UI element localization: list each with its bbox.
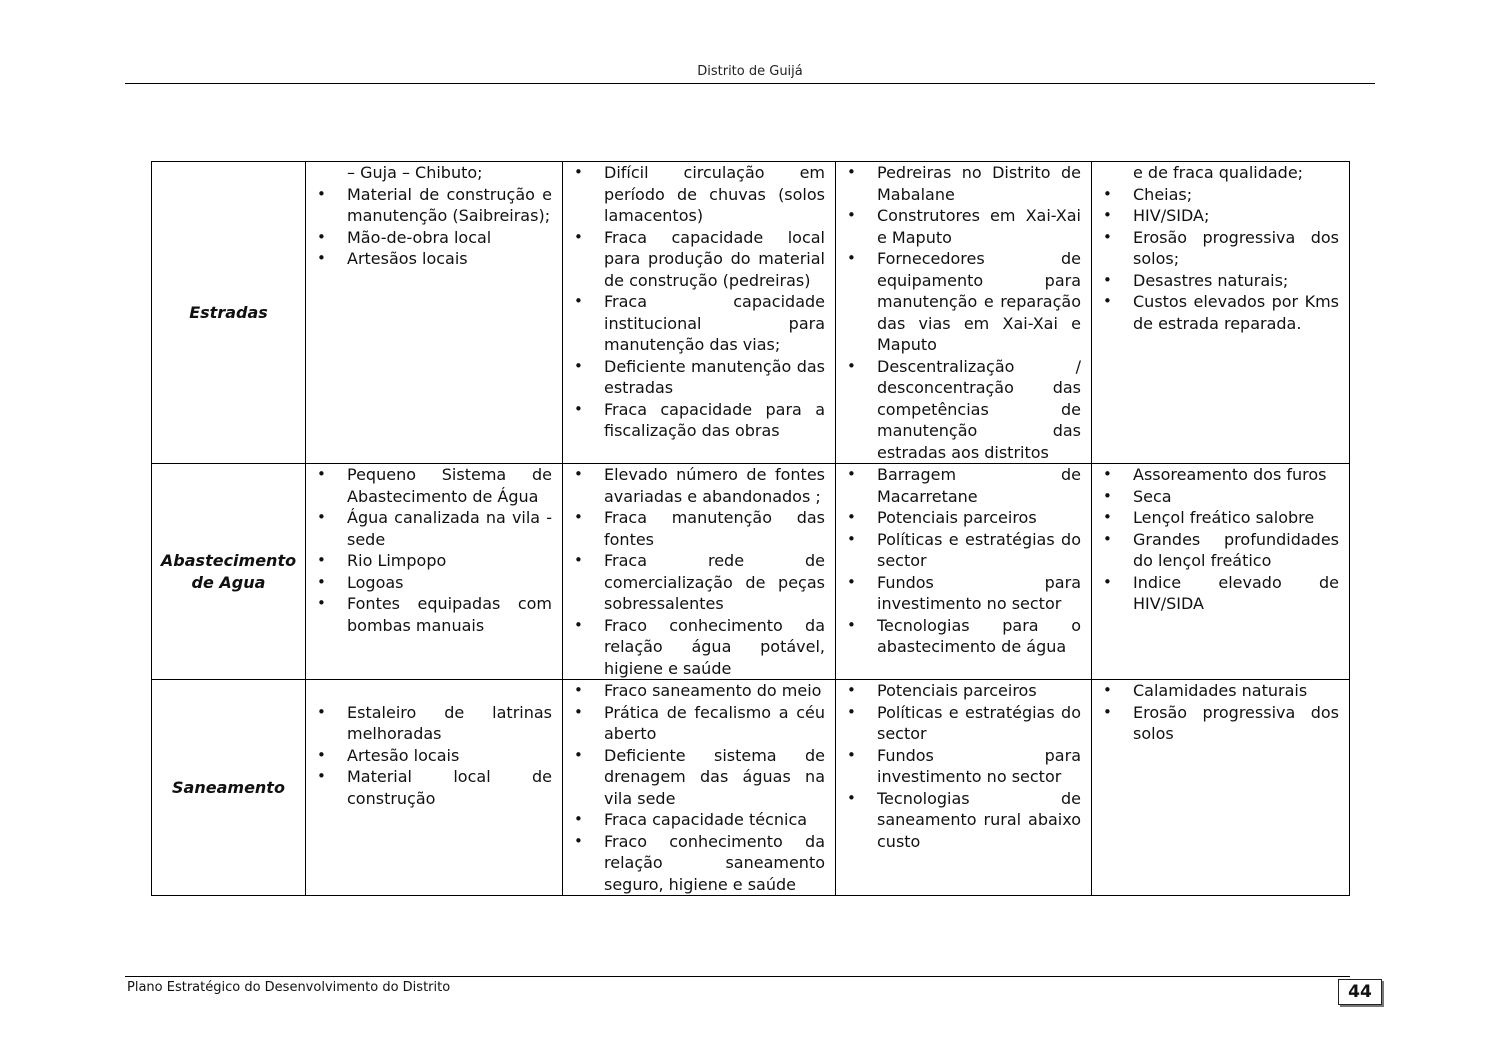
list-item: • Potenciais parceiros: [845, 680, 1081, 702]
list-item: • Água canalizada na vila - sede: [315, 507, 552, 550]
list-item: • Artesão locais: [315, 745, 552, 767]
list-item: • Fraco conhecimento da relação saneamento seguro, higiene e saúde: [572, 831, 825, 896]
list-item: • Políticas e estratégias do sector: [845, 702, 1081, 745]
list-item: • Artesãos locais: [315, 248, 552, 270]
list-item-continuation: e de fraca qualidade;: [1133, 163, 1304, 182]
header-divider: [125, 83, 1375, 84]
opportunities-cell: [836, 464, 1092, 680]
strengths-cell: [306, 680, 563, 896]
list-item: • Assoreamento dos furos: [1101, 464, 1339, 486]
opportunities-cell: [836, 680, 1092, 896]
list-item: • Seca: [1101, 486, 1339, 508]
weaknesses-cell: [563, 464, 836, 680]
list-item: • Fraca manutenção das fontes: [572, 507, 825, 550]
list-item: • Pedreiras no Distrito de Mabalane: [845, 162, 1081, 205]
list-item: • Construtores em Xai-Xai e Maputo: [845, 205, 1081, 248]
sector-cell-saneamento: [152, 680, 306, 896]
list-item: • Descentralização / desconcentração das competências de manutenção das estradas aos distritos: [845, 356, 1081, 464]
list-item: • Custos elevados por Kms de estrada reparada.: [1101, 291, 1339, 334]
footer-document-title: Plano Estratégico do Desenvolvimento do Distrito: [127, 980, 451, 995]
list-item: • Prática de fecalismo a céu aberto: [572, 702, 825, 745]
sector-label: de Agua: [191, 572, 266, 592]
list-item: • Fornecedores de equipamento para manutenção e reparação das vias em Xai-Xai e Maputo: [845, 248, 1081, 356]
weaknesses-cell: [563, 680, 836, 896]
list-item: • Elevado número de fontes avariadas e abandonados ;: [572, 464, 825, 507]
list-item: • Pequeno Sistema de Abastecimento de Água: [315, 464, 552, 507]
weaknesses-cell: [563, 162, 836, 464]
list-item: • Deficiente sistema de drenagem das águas na vila sede: [572, 745, 825, 810]
list-item: • HIV/SIDA;: [1101, 205, 1339, 227]
list-item: • Fraca rede de comercialização de peças sobressalentes: [572, 550, 825, 615]
list-item: • Indice elevado de HIV/SIDA: [1101, 572, 1339, 615]
list-item: • Fundos para investimento no sector: [845, 745, 1081, 788]
page-number: 44: [1338, 979, 1382, 1005]
list-item: • Fraca capacidade para a fiscalização das obras: [572, 399, 825, 442]
strengths-cell: [306, 162, 563, 464]
table-row: [152, 680, 1350, 896]
list-item: • Erosão progressiva dos solos;: [1101, 227, 1339, 270]
list-item: • Estaleiro de latrinas melhoradas: [315, 702, 552, 745]
list-item: • Desastres naturais;: [1101, 270, 1339, 292]
table-row: [152, 464, 1350, 680]
list-item: • Lençol freático salobre: [1101, 507, 1339, 529]
list-item: • Tecnologias de saneamento rural abaixo custo: [845, 788, 1081, 853]
list-item: • Fraco conhecimento da relação água potável, higiene e saúde: [572, 615, 825, 680]
list-item: • Políticas e estratégias do sector: [845, 529, 1081, 572]
list-item: • Fraca capacidade local para produção do material de construção (pedreiras): [572, 227, 825, 292]
page-header-title: Distrito de Guijá: [697, 64, 803, 79]
list-item: • Fraca capacidade técnica: [572, 809, 825, 831]
threats-cell: [1092, 162, 1350, 464]
swot-table: [151, 161, 1350, 896]
blank-line: [315, 680, 552, 702]
list-item: • Difícil circulação em período de chuvas (solos lamacentos): [572, 162, 825, 227]
list-item: • Mão-de-obra local: [315, 227, 552, 249]
list-item: • Erosão progressiva dos solos: [1101, 702, 1339, 745]
list-item: • Material de construção e manutenção (Saibreiras);: [315, 184, 552, 227]
list-item: • Potenciais parceiros: [845, 507, 1081, 529]
list-item: • Fraca capacidade institucional para manutenção das vias;: [572, 291, 825, 356]
list-item: • Barragem de Macarretane: [845, 464, 1081, 507]
list-item: • Grandes profundidades do lençol freático: [1101, 529, 1339, 572]
footer-divider: [125, 976, 1350, 977]
sector-cell-estradas: [152, 162, 306, 464]
opportunities-cell: [836, 162, 1092, 464]
threats-cell: [1092, 680, 1350, 896]
list-item: • Deficiente manutenção das estradas: [572, 356, 825, 399]
sector-label: Estradas: [189, 302, 268, 322]
list-item: • Material local de construção: [315, 766, 552, 809]
list-item: • Tecnologias para o abastecimento de água: [845, 615, 1081, 658]
list-item: • Logoas: [315, 572, 552, 594]
strengths-cell: [306, 464, 563, 680]
list-item: • Fontes equipadas com bombas manuais: [315, 593, 552, 636]
list-item: • Fraco saneamento do meio: [572, 680, 825, 702]
table-row: [152, 162, 1350, 464]
sector-cell-abastecimento: [152, 464, 306, 680]
sector-label: Abastecimento: [160, 551, 297, 570]
list-item: • Calamidades naturais: [1101, 680, 1339, 702]
list-item-continuation: – Guja – Chibuto;: [347, 163, 483, 182]
sector-label: Saneamento: [172, 777, 285, 797]
list-item: • Fundos para investimento no sector: [845, 572, 1081, 615]
list-item: • Cheias;: [1101, 184, 1339, 206]
threats-cell: [1092, 464, 1350, 680]
list-item: • Rio Limpopo: [315, 550, 552, 572]
